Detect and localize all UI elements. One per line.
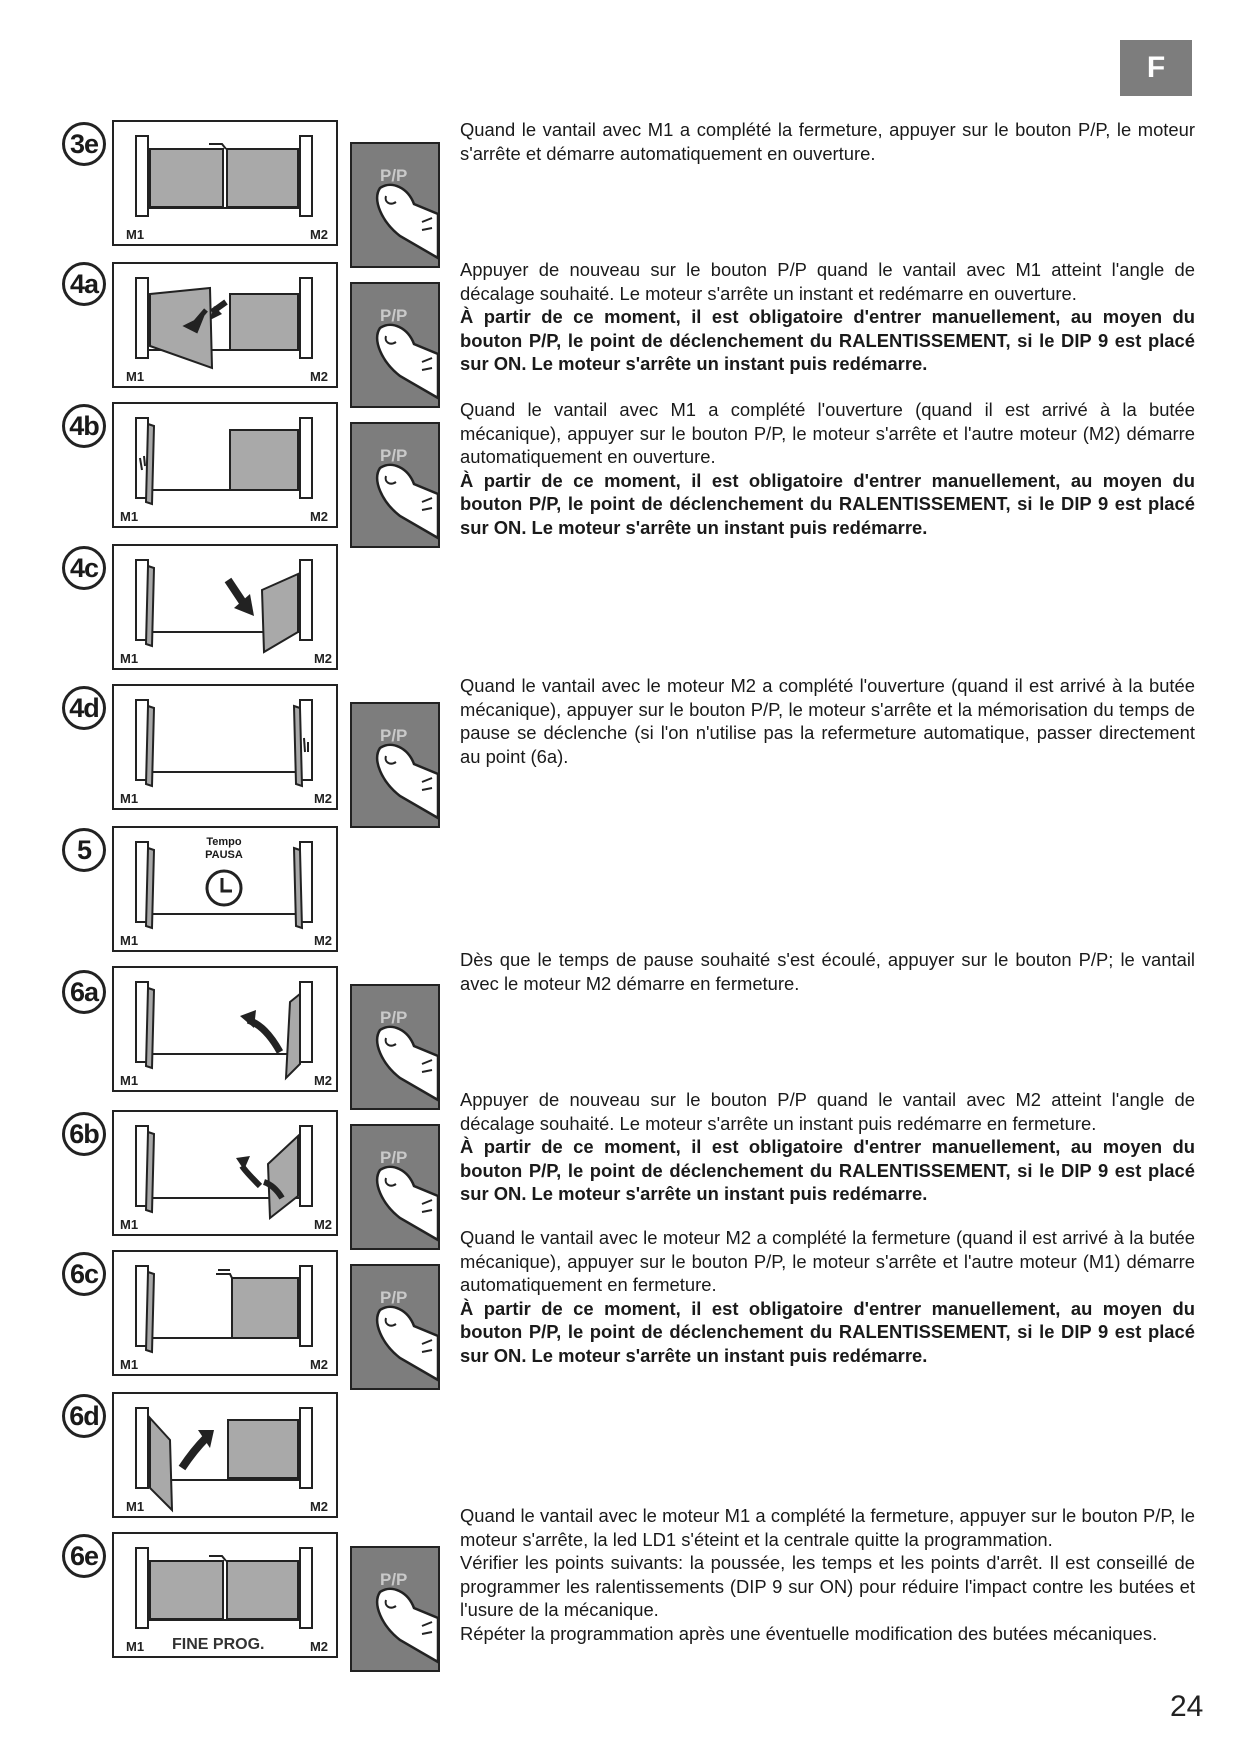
instruction-6b (460, 1088, 1195, 1206)
motor-label-m2: M2 (313, 933, 332, 948)
motor-label-m2: M2 (313, 791, 332, 806)
pp-button-illustration (350, 984, 440, 1110)
gate-m2-closed-icon (114, 1252, 336, 1374)
motor-label-m1: M1 (120, 651, 139, 666)
finger-press-icon (352, 284, 438, 406)
fine-prog-label: FINE PROG. (172, 1636, 265, 1653)
step-badge-6e: 6e (62, 1534, 106, 1578)
gate-closing-m1-icon (114, 1394, 336, 1516)
pp-label: P/P (380, 306, 408, 325)
instruction-warning: À partir de ce moment, il est obligatoire d'entrer manuellement, au moyen du bouton P/P, le point de déclenchement du RALENTISSEMENT, si le DIP 9 est placé sur ON. Le moteur s'arrête un instant puis redémarre. (460, 306, 1195, 374)
finger-press-icon (352, 144, 438, 266)
motor-label-m1: M1 (120, 509, 139, 524)
finger-press-icon (352, 986, 438, 1108)
gate-diagram-4c (112, 544, 338, 670)
step-badge-4a: 4a (62, 262, 106, 306)
pp-button-illustration (350, 702, 440, 828)
motor-label-m2: M2 (313, 651, 332, 666)
gate-m1-open-icon (114, 404, 336, 526)
gate-closing-m2-angle-icon (114, 1112, 336, 1234)
pp-label: P/P (380, 726, 408, 745)
gate-closed-icon (114, 122, 336, 244)
pausa-label: PAUSA (205, 849, 243, 861)
pause-time-caption (194, 836, 254, 862)
gate-diagram-4d (112, 684, 338, 810)
gate-diagram-5 (112, 826, 338, 952)
pp-button-illustration (350, 422, 440, 548)
instruction-warning: À partir de ce moment, il est obligatoire d'entrer manuellement, au moyen du bouton P/P, le point de déclenchement du RALENTISSEMENT, si le DIP 9 est placé sur ON. Le moteur s'arrête un instant puis redémarre. (460, 1136, 1195, 1204)
instruction-text: Dès que le temps de pause souhaité s'est écoulé, appuyer sur le bouton P/P; le vantail avec le moteur M2 démarre en fermeture. (460, 949, 1195, 994)
gate-opening-m2-icon (114, 546, 336, 668)
gate-diagram-6e (112, 1532, 338, 1658)
step-badge-4d: 4d (62, 686, 106, 730)
motor-label-m2: M2 (309, 1357, 328, 1372)
instruction-4b (460, 398, 1195, 539)
motor-label-m1: M1 (126, 369, 145, 384)
tempo-label: Tempo (206, 836, 242, 848)
instruction-6a (460, 948, 1195, 995)
pp-label: P/P (380, 1288, 408, 1307)
motor-label-m2: M2 (309, 227, 328, 242)
page-number: 24 (1170, 1690, 1204, 1723)
motor-label-m2: M2 (309, 509, 328, 524)
instruction-6e (460, 1504, 1195, 1645)
gate-diagram-4b (112, 402, 338, 528)
step-badge-4c: 4c (62, 546, 106, 590)
gate-diagram-6b (112, 1110, 338, 1236)
motor-label-m1: M1 (120, 1073, 139, 1088)
motor-label-m2: M2 (309, 1639, 328, 1654)
instruction-text: Quand le vantail avec le moteur M2 a complété l'ouverture (quand il est arrivé à la butée mécanique), appuyer sur le bouton P/P, le moteur s'arrête et la mémorisation du temps de pause se déclenche (si l'on n'utilise pas la refermeture automatique, passer directement au point (6a). (460, 675, 1195, 767)
pp-label: P/P (380, 446, 408, 465)
gate-diagram-3e (112, 120, 338, 246)
step-badge-6c: 6c (62, 1252, 106, 1296)
instruction-warning: À partir de ce moment, il est obligatoire d'entrer manuellement, au moyen du bouton P/P, le point de déclenchement du RALENTISSEMENT, si le DIP 9 est placé sur ON. Le moteur s'arrête un instant puis redémarre. (460, 1297, 1195, 1366)
step-badge-4b: 4b (62, 404, 106, 448)
instruction-repeat-text: Répéter la programmation après une éventuelle modification des butées mécaniques. (460, 1622, 1158, 1644)
pp-button-illustration (350, 1546, 440, 1672)
step-badge-6a: 6a (62, 970, 106, 1014)
instruction-text: Quand le vantail avec le moteur M2 a complété la fermeture (quand il est arrivé à la butée mécanique), appuyer sur le bouton P/P, le moteur s'arrête et l'autre moteur (M1) démarre automatiquement en fermeture. (460, 1227, 1195, 1295)
language-tab: F (1120, 40, 1192, 96)
gate-closing-m2-icon (114, 968, 336, 1090)
instruction-text: Appuyer de nouveau sur le bouton P/P quand le vantail avec M1 atteint l'angle de décalage souhaité. Le moteur s'arrête un instant et redémarre en ouverture. (460, 259, 1195, 304)
gate-diagram-6a (112, 966, 338, 1092)
gate-diagram-6d (112, 1392, 338, 1518)
gate-diagram-6c (112, 1250, 338, 1376)
instruction-3e (460, 118, 1195, 165)
motor-label-m1: M1 (120, 933, 139, 948)
pp-button-illustration (350, 1124, 440, 1250)
pp-label: P/P (380, 1008, 408, 1027)
motor-label-m1: M1 (120, 1217, 139, 1232)
pp-button-illustration (350, 282, 440, 408)
instruction-4d (460, 674, 1195, 768)
motor-label-m1: M1 (126, 1499, 145, 1514)
gate-opening-m1-icon (114, 264, 336, 386)
instruction-text: Quand le vantail avec M1 a complété l'ouverture (quand il est arrivé à la butée mécanique), appuyer sur le bouton P/P, le moteur s'arrête et l'autre moteur (M2) démarre automatiquement en ouverture. (460, 399, 1195, 467)
motor-label-m2: M2 (309, 369, 328, 384)
motor-label-m1: M1 (126, 1639, 145, 1654)
instruction-4a (460, 258, 1195, 376)
motor-label-m2: M2 (309, 1499, 328, 1514)
motor-label-m2: M2 (313, 1217, 332, 1232)
pp-button-illustration (350, 142, 440, 268)
instruction-6c (460, 1226, 1195, 1367)
gate-fully-open-icon (114, 686, 336, 808)
step-badge-3e: 3e (62, 122, 106, 166)
step-badge-6d: 6d (62, 1394, 106, 1438)
pp-label: P/P (380, 166, 408, 185)
pp-label: P/P (380, 1570, 408, 1589)
finger-press-icon (352, 704, 438, 826)
gate-diagram-4a (112, 262, 338, 388)
instruction-text: Appuyer de nouveau sur le bouton P/P quand le vantail avec M2 atteint l'angle de décalage souhaité. Le moteur s'arrête un instant puis redémarre en fermeture. (460, 1089, 1195, 1134)
instruction-text: Quand le vantail avec M1 a complété la fermeture, appuyer sur le bouton P/P, le moteur s'arrête et démarre automatiquement en ouverture. (460, 119, 1195, 164)
pp-button-illustration (350, 1264, 440, 1390)
motor-label-m1: M1 (120, 791, 139, 806)
instruction-warning: À partir de ce moment, il est obligatoire d'entrer manuellement, au moyen du bouton P/P, le point de déclenchement du RALENTISSEMENT, si le DIP 9 est placé sur ON. Le moteur s'arrête un instant puis redémarre. (460, 469, 1195, 538)
motor-label-m1: M1 (126, 227, 145, 242)
pp-label: P/P (380, 1148, 408, 1167)
finger-press-icon (352, 1126, 438, 1248)
motor-label-m1: M1 (120, 1357, 139, 1372)
finger-press-icon (352, 1266, 438, 1388)
step-badge-6b: 6b (62, 1112, 106, 1156)
finger-press-icon (352, 1548, 438, 1670)
finger-press-icon (352, 424, 438, 546)
motor-label-m2: M2 (313, 1073, 332, 1088)
step-badge-5: 5 (62, 828, 106, 872)
instruction-check-text: Vérifier les points suivants: la poussée, les temps et les points d'arrêt. Il est conseillé de programmer les ralentissements (DIP 9 sur ON) pour réduire l'impact contre les butées et l'usure de la mécanique. (460, 1552, 1195, 1620)
instruction-text: Quand le vantail avec le moteur M1 a complété la fermeture, appuyer sur le bouton P/P, le moteur s'arrête, la led LD1 s'éteint et la centrale quitte la programmation. (460, 1505, 1195, 1550)
